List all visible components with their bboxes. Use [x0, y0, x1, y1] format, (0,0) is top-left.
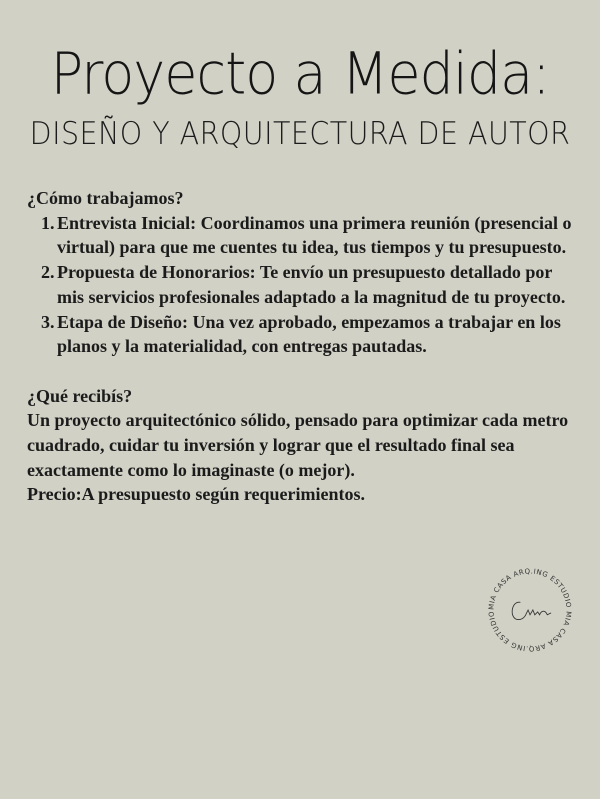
how-heading: ¿Cómo trabajamos? [27, 188, 184, 208]
list-item [27, 211, 582, 260]
step-text: Propuesta de Honorarios: Te envío un presupuesto detallado por mis servicios profesionales adaptado a la magnitud de tu proyecto. [57, 262, 566, 307]
step-number: 1. [41, 212, 55, 233]
steps-list [27, 211, 582, 359]
studio-logo-seal [482, 562, 578, 658]
svg-text:MIA CASA ARQ.ING ESTUDIO MIA C [487, 567, 572, 652]
page-subtitle: DISEÑO Y ARQUITECTURA DE AUTOR [29, 116, 571, 152]
content [27, 186, 582, 507]
step-number: 2. [41, 262, 55, 283]
what-text: Un proyecto arquitectónico sólido, pensado para optimizar cada metro cuadrado, cuidar tu inversión y lograr que el resultado final sea exactamente como lo imaginaste (o mejor). [27, 410, 569, 480]
monogram-icon [512, 602, 551, 619]
price-text: Precio:A presupuesto según requerimientos. [27, 484, 365, 505]
step-number: 3. [41, 311, 55, 332]
list-item [27, 260, 582, 309]
logo-ring-text: MIA CASA ARQ.ING ESTUDIO MIA CASA ARQ.ING ESTUDIO [487, 567, 573, 653]
step-text: Etapa de Diseño: Una vez aprobado, empezamos a trabajar en los planos y la materialidad, con entregas pautadas. [57, 311, 561, 357]
list-item [27, 310, 582, 359]
page-title: Proyecto a Medida: [50, 39, 550, 108]
what-heading: ¿Qué recibís? [27, 385, 133, 406]
step-text: Entrevista Inicial: Coordinamos una primera reunión (presencial o virtual) para que me cuentes tu idea, tus tiempos y tu presupuesto. [57, 212, 572, 258]
